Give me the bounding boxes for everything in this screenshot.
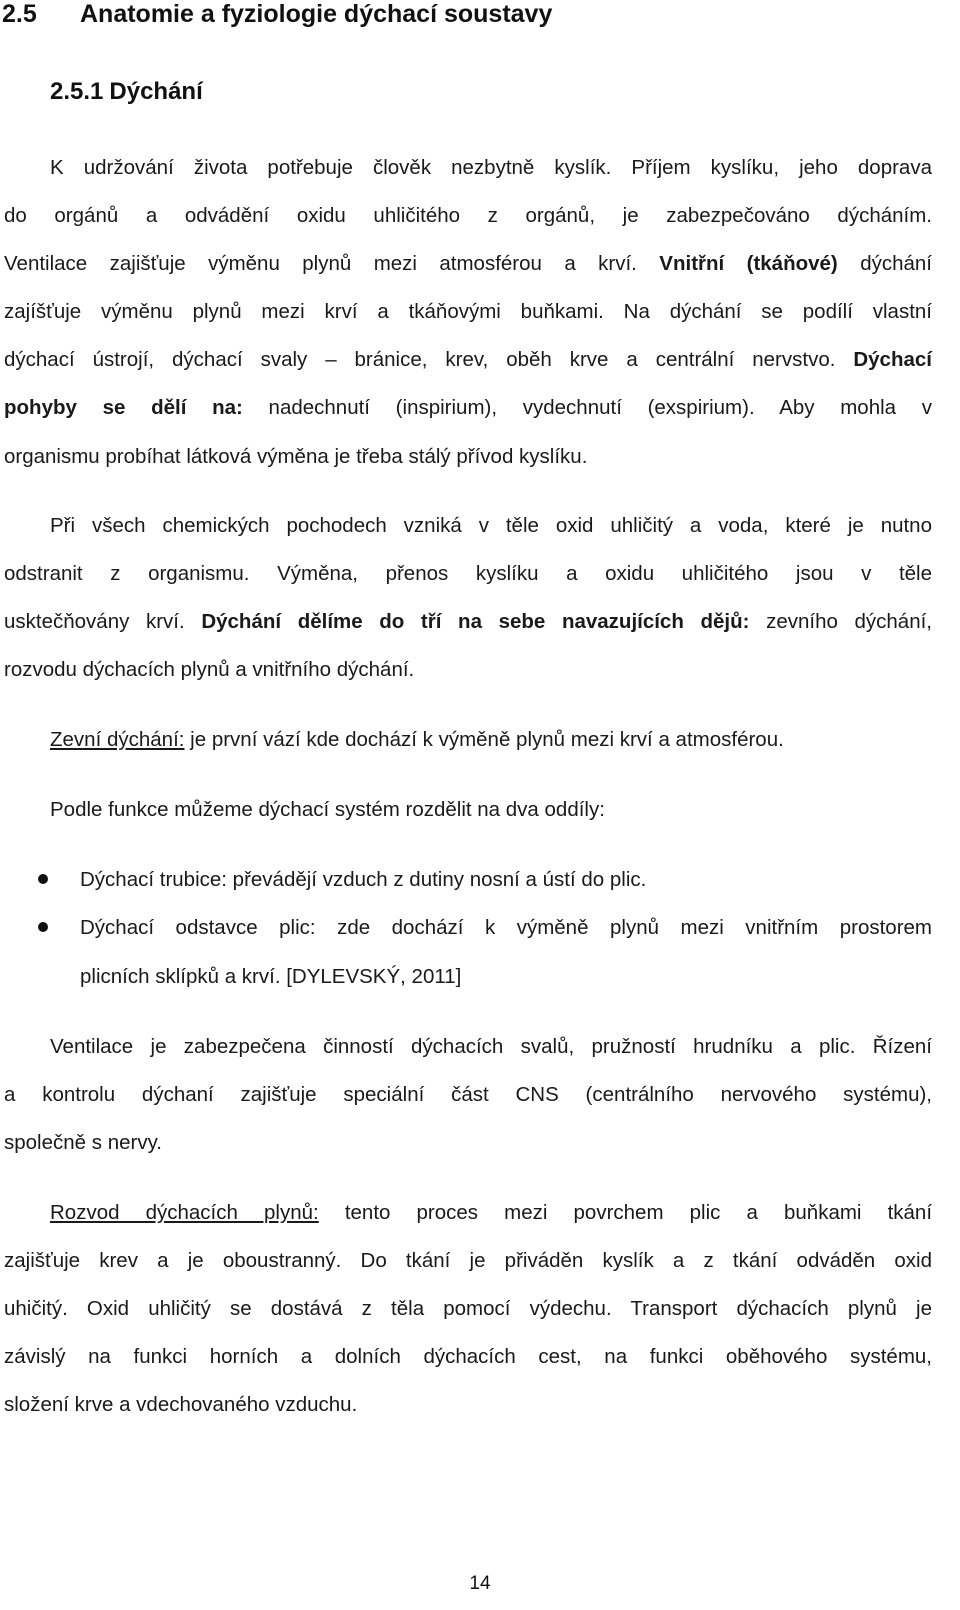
subsection-title: Dýchání bbox=[109, 78, 203, 105]
paragraph-line: odstranit z organismu. Výměna, přenos kyslíku a oxidu uhličitého jsou v těle bbox=[4, 562, 932, 585]
paragraph-line bbox=[4, 346, 932, 374]
list-item: Dýchací trubice: převádějí vzduch z dutiny nosní a ústí do plic. bbox=[80, 868, 647, 891]
subsection-number: 2.5.1 bbox=[50, 78, 104, 105]
paragraph-line: zajíšťuje výměnu plynů mezi krví a tkáňovými buňkami. Na dýchání se podílí vlastní bbox=[4, 300, 932, 323]
bold-text: Vnitřní (tkáňové) bbox=[659, 252, 838, 275]
text-run: dýchací ústrojí, dýchací svaly – bránice, krev, oběh krve a centrální nervstvo. bbox=[4, 348, 836, 371]
bullet-icon bbox=[38, 922, 48, 932]
paragraph-line: společně s nervy. bbox=[4, 1131, 163, 1154]
section-title: Anatomie a fyziologie dýchací soustavy bbox=[80, 0, 553, 28]
text-run: usktečňovány krví. bbox=[4, 610, 185, 633]
underlined-term: Zevní dýchání: bbox=[50, 728, 185, 751]
subsection-heading bbox=[50, 78, 203, 106]
paragraph-line: závislý na funkci horních a dolních dýchacích cest, na funkci oběhového systému, bbox=[4, 1345, 932, 1368]
paragraph-line bbox=[50, 1199, 932, 1227]
text-run: dýchání bbox=[860, 252, 932, 275]
paragraph-line: Ventilace je zabezpečena činností dýchacích svalů, pružností hrudníku a plic. Řízení bbox=[50, 1035, 932, 1058]
paragraph-line: K udržování života potřebuje člověk nezbytně kyslík. Příjem kyslíku, jeho doprava bbox=[50, 156, 932, 179]
underlined-term: Rozvod dýchacích plynů: bbox=[50, 1201, 319, 1224]
paragraph-line bbox=[4, 608, 932, 636]
bold-text: Dýchací bbox=[853, 348, 932, 371]
text-run: zevního dýchání, bbox=[766, 610, 932, 633]
bold-text: Dýchání dělíme do tří na sebe navazujících dějů: bbox=[201, 610, 750, 633]
paragraph-line bbox=[4, 394, 932, 422]
section-number: 2.5 bbox=[2, 0, 37, 28]
list-item-continuation: plicních sklípků a krví. [DYLEVSKÝ, 2011] bbox=[80, 965, 462, 988]
text-run: Ventilace zajišťuje výměnu plynů mezi atmosférou a krví. bbox=[4, 252, 637, 275]
page-number: 14 bbox=[469, 1573, 491, 1594]
text-run: je první vází kde dochází k výměně plynů mezi krví a atmosférou. bbox=[190, 728, 784, 751]
text-run: nadechnutí (inspirium), vydechnutí (exspirium). Aby mohla v bbox=[268, 396, 932, 419]
paragraph-line: uhičitý. Oxid uhličitý se dostává z těla pomocí výdechu. Transport dýchacích plynů je bbox=[4, 1297, 932, 1320]
paragraph-line: Podle funkce můžeme dýchací systém rozdělit na dva oddíly: bbox=[50, 798, 605, 821]
paragraph-line: a kontrolu dýchaní zajišťuje speciální část CNS (centrálního nervového systému), bbox=[4, 1083, 932, 1106]
bullet-icon bbox=[38, 874, 48, 884]
paragraph-line bbox=[4, 250, 932, 278]
paragraph-line: do orgánů a odvádění oxidu uhličitého z orgánů, je zabezpečováno dýcháním. bbox=[4, 204, 932, 227]
section-heading bbox=[2, 0, 552, 29]
text-run: tento proces mezi povrchem plic a buňkami tkání bbox=[344, 1201, 933, 1224]
paragraph-line: složení krve a vdechovaného vzduchu. bbox=[4, 1393, 358, 1416]
list-item: Dýchací odstavce plic: zde dochází k výměně plynů mezi vnitřním prostorem bbox=[80, 916, 932, 939]
bold-text: pohyby se dělí na: bbox=[4, 396, 243, 419]
paragraph-line: organismu probíhat látková výměna je třeba stálý přívod kyslíku. bbox=[4, 445, 588, 468]
paragraph-line: rozvodu dýchacích plynů a vnitřního dýchání. bbox=[4, 658, 415, 681]
paragraph-line: Při všech chemických pochodech vzniká v těle oxid uhličitý a voda, které je nutno bbox=[50, 514, 932, 537]
paragraph-line bbox=[50, 726, 784, 754]
paragraph-line: zajišťuje krev a je oboustranný. Do tkání je přiváděn kyslík a z tkání odváděn oxid bbox=[4, 1249, 932, 1272]
